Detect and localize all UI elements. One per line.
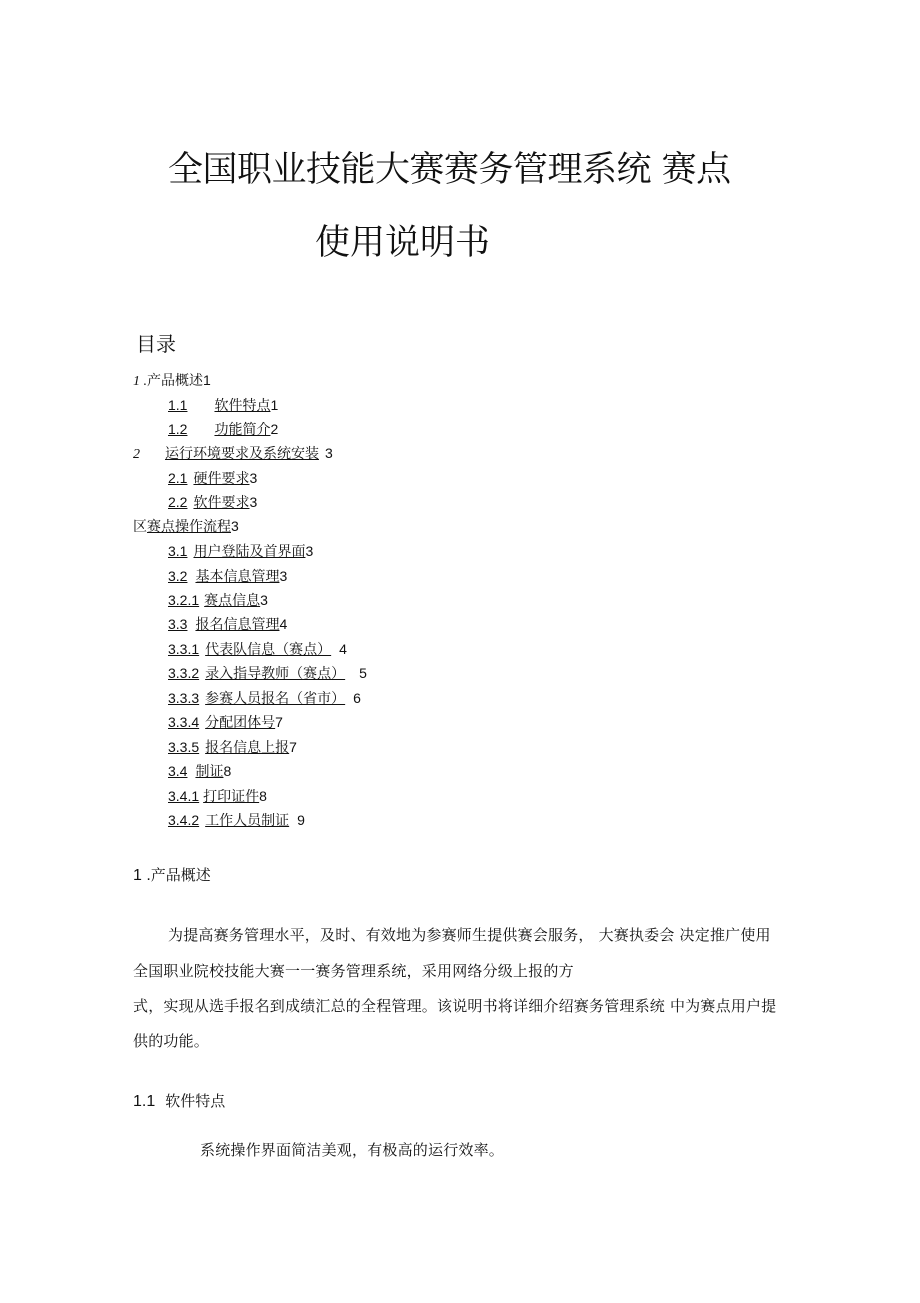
toc-item-page: 3	[249, 494, 258, 510]
toc-item-label: 运行环境要求及系统安装	[165, 446, 319, 462]
toc-item-page: 3	[260, 592, 268, 608]
toc-item-page: 9	[297, 812, 305, 828]
toc-item-page: 6	[353, 690, 361, 706]
toc-item-3-2-1[interactable]	[168, 591, 268, 610]
toc-item-2[interactable]	[133, 444, 333, 464]
toc-item-number: 1.2	[168, 421, 188, 437]
toc-item-1-2[interactable]	[168, 420, 278, 439]
toc-item-2-2[interactable]	[168, 493, 257, 512]
toc-item-number: 1.1	[168, 397, 188, 413]
toc-item-3-2[interactable]	[168, 567, 287, 586]
toc-item-number: 3.1	[168, 543, 188, 559]
toc-item-3-1[interactable]	[168, 542, 313, 561]
toc-item-label: 硬件要求	[193, 471, 250, 487]
section-number: 1.1	[133, 1093, 156, 1110]
toc-item-3-3-5[interactable]	[168, 738, 297, 757]
toc-item-number: 3.3.4	[168, 714, 200, 730]
toc-item-label: 报名信息管理	[195, 617, 280, 633]
toc-item-page: 3	[305, 543, 314, 559]
toc-item-number: 3.4.2	[168, 812, 200, 828]
toc-item-number: 3.4	[168, 763, 188, 779]
toc-item-number: 3.2.1	[168, 592, 200, 608]
toc-item-label: 录入指导教师（赛点）	[205, 666, 346, 682]
toc-item-label: 基本信息管理	[195, 569, 280, 585]
document-title-line1: 全国职业技能大赛赛务管理系统 赛点	[168, 150, 731, 190]
toc-item-label: 报名信息上报	[205, 740, 290, 756]
toc-item-number: 3.3.3	[168, 690, 200, 706]
toc-item-number: 3.3.1	[168, 641, 200, 657]
toc-item-page: 1	[270, 397, 279, 413]
toc-item-page: 4	[279, 616, 288, 632]
toc-item-label: 赛点信息	[204, 593, 261, 609]
toc-item-page: 3	[325, 445, 333, 461]
toc-item-2-1[interactable]	[168, 469, 257, 488]
toc-item-3-3-2[interactable]	[168, 664, 367, 683]
toc-item-label: 工作人员制证	[205, 813, 290, 829]
toc-item-number: 3.4.1	[168, 788, 200, 804]
document-title-line2: 使用说明书	[315, 223, 491, 263]
toc-item-label: 代表队信息（赛点）	[205, 642, 332, 658]
toc-item-number: 2	[133, 447, 140, 462]
section1-paragraph-line4: 供的功能。	[133, 1032, 210, 1050]
section-heading-1-1	[133, 1090, 225, 1111]
toc-item-3-3-4[interactable]	[168, 713, 283, 732]
toc-item-page: 4	[339, 641, 347, 657]
section-heading-1	[133, 864, 211, 885]
toc-item-label: 赛点操作流程	[147, 519, 231, 535]
toc-item-number: 1 .	[133, 374, 147, 389]
toc-item-page: 8	[223, 763, 232, 779]
toc-item-3-3[interactable]	[168, 615, 287, 634]
toc-item-number: 3.3.5	[168, 739, 200, 755]
toc-item-number: 2.1	[168, 470, 188, 486]
toc-item-page: 3	[279, 568, 288, 584]
toc-item-number: 3.3	[168, 616, 188, 632]
toc-item-label: 产品概述	[147, 373, 203, 389]
toc-item-page: 3	[249, 470, 258, 486]
toc-item-page: 2	[270, 421, 279, 437]
toc-item-page: 7	[289, 739, 297, 755]
toc-item-3-4-2[interactable]	[168, 811, 305, 830]
section1-1-paragraph: 系统操作界面简洁美观，有极高的运行效率。	[200, 1141, 505, 1159]
toc-item-label: 用户登陆及首界面	[193, 544, 306, 560]
toc-item-label: 软件要求	[193, 495, 250, 511]
toc-item-label: 分配团体号	[205, 715, 276, 731]
section1-paragraph-line1: 为提高赛务管理水平，及时、有效地为参赛师生提供赛会服务， 大赛执委会 决定推广使用	[168, 926, 771, 944]
toc-item-3-4[interactable]	[168, 762, 231, 781]
toc-item-number: 3.3.2	[168, 665, 200, 681]
toc-item-page: 8	[259, 788, 267, 804]
toc-item-page: 1	[203, 372, 211, 388]
toc-heading: 目录	[136, 332, 176, 356]
toc-item-label: 功能简介	[214, 422, 271, 438]
section-title: 软件特点	[165, 1092, 226, 1110]
toc-item-1[interactable]	[133, 371, 211, 391]
toc-item-3[interactable]	[133, 517, 239, 536]
toc-item-page: 3	[231, 518, 239, 534]
toc-item-3-3-1[interactable]	[168, 640, 347, 659]
section1-paragraph-line2: 全国职业院校技能大赛一一赛务管理系统，采用网络分级上报的方	[133, 962, 574, 980]
toc-item-number: 3.2	[168, 568, 188, 584]
toc-item-label: 打印证件	[203, 789, 260, 805]
toc-item-number: 区	[133, 519, 147, 535]
toc-item-label: 软件特点	[214, 398, 271, 414]
toc-item-3-3-3[interactable]	[168, 689, 361, 708]
section-number: 1 .	[133, 867, 151, 884]
toc-item-3-4-1[interactable]	[168, 787, 267, 806]
toc-item-1-1[interactable]	[168, 396, 278, 415]
toc-item-number: 2.2	[168, 494, 188, 510]
toc-item-page: 5	[359, 665, 367, 681]
section-title: 产品概述	[150, 866, 211, 884]
toc-item-page: 7	[275, 714, 283, 730]
toc-item-label: 制证	[195, 764, 224, 780]
section1-paragraph-line3: 式，实现从选手报名到成绩汇总的全程管理。该说明书将详细介绍赛务管理系统 中为赛点用户提	[133, 997, 777, 1015]
toc-item-label: 参赛人员报名（省市）	[205, 691, 346, 707]
